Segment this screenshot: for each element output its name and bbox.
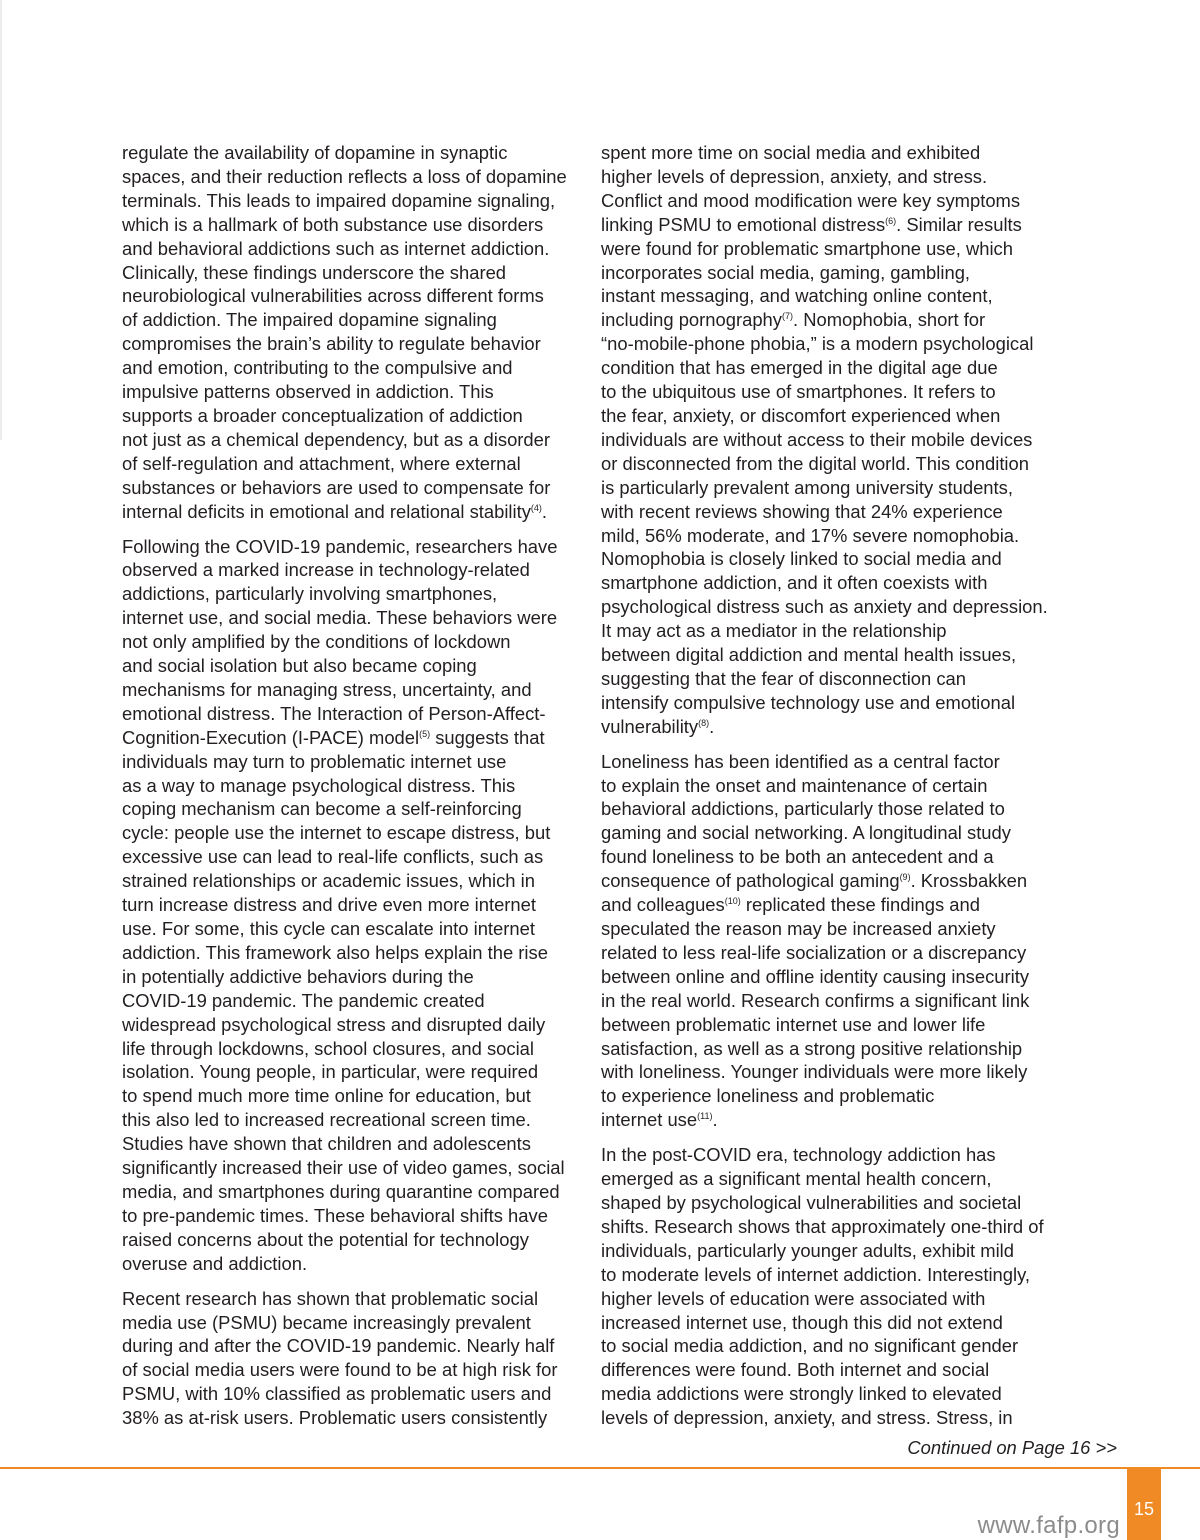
text-line: compromises the brain’s ability to regulate behavior: [122, 333, 541, 355]
reference-6: (6): [885, 215, 897, 226]
reference-11: (11): [697, 1111, 713, 1122]
left-paragraph-2: [122, 535, 578, 1276]
right-p1-lines-c: [601, 332, 1056, 715]
right-p2-lines-b: [601, 917, 1056, 1108]
text-segment: .: [712, 1109, 718, 1131]
text-segment: replicated these findings and: [740, 894, 980, 916]
text-line: suggesting that the fear of disconnection can: [601, 667, 966, 689]
text-line: increased internet use, though this did not extend: [601, 1311, 1003, 1333]
text-line: found loneliness to be both an antecedent and a: [601, 846, 994, 868]
text-line: psychological distress such as anxiety and depression.: [601, 596, 1048, 618]
text-line: which is a hallmark of both substance use disorders: [122, 213, 544, 235]
text-line: is particularly prevalent among university students,: [601, 476, 1013, 498]
text-segment: . Similar results: [896, 213, 1022, 235]
text-line: with loneliness. Younger individuals were more likely: [601, 1061, 1028, 1083]
text-line: higher levels of depression, anxiety, and stress.: [601, 165, 988, 187]
text-line: emotional distress. The Interaction of Person-Affect-: [122, 702, 546, 724]
text-line: internet use, and social media. These behaviors were: [122, 607, 558, 629]
text-line: excessive use can lead to real-life conflicts, such as: [122, 846, 544, 868]
text-line: with recent reviews showing that 24% experience: [601, 500, 1003, 522]
text-line: related to less real-life socialization or a discrepancy: [601, 941, 1027, 963]
reference-7: (7): [781, 311, 793, 322]
text-line: Loneliness has been identified as a central factor: [601, 750, 1000, 772]
left-p3-lines: [122, 1287, 578, 1430]
text-line: media addictions were strongly linked to elevated: [601, 1383, 1002, 1405]
text-line: media, and smartphones during quarantine compared: [122, 1180, 560, 1202]
text-segment: internal deficits in emotional and relational stability: [122, 500, 531, 522]
left-p1-lines: [122, 141, 578, 500]
text-line: gaming and social networking. A longitudinal study: [601, 822, 1011, 844]
text-line: Recent research has shown that problematic social: [122, 1287, 539, 1309]
text-line: isolation. Young people, in particular, were required: [122, 1061, 539, 1083]
text-line: spent more time on social media and exhibited: [601, 142, 981, 163]
right-paragraph-2: [601, 750, 1056, 1133]
text-line: higher levels of education were associated with: [601, 1287, 986, 1309]
right-column: [601, 141, 1056, 1441]
text-line: raised concerns about the potential for technology: [122, 1228, 529, 1250]
text-line: shifts. Research shows that approximately one-third of: [601, 1215, 1044, 1237]
website-link[interactable]: www.fafp.org: [977, 1512, 1120, 1539]
text-line: “no-mobile-phone phobia,” is a modern psychological: [601, 333, 1034, 355]
text-line: supports a broader conceptualization of addiction: [122, 404, 523, 426]
text-segment: .: [709, 715, 715, 737]
text-line: or disconnected from the digital world. This condition: [601, 452, 1029, 474]
text-line: as a way to manage psychological distress. This: [122, 774, 516, 796]
text-line: substances or behaviors are used to compensate for: [122, 476, 551, 498]
left-paragraph-3: [122, 1287, 578, 1430]
text-line: and social isolation but also became coping: [122, 655, 477, 677]
left-paragraph-1: [122, 141, 578, 524]
text-segment: consequence of pathological gaming: [601, 870, 900, 892]
text-line: addictions, particularly involving smartphones,: [122, 583, 498, 605]
text-line: terminals. This leads to impaired dopamine signaling,: [122, 189, 556, 211]
text-line: COVID-19 pandemic. The pandemic created: [122, 989, 485, 1011]
right-p3-lines: [601, 1143, 1056, 1430]
text-line: the fear, anxiety, or discomfort experienced when: [601, 404, 1001, 426]
left-p2-lines-a: [122, 535, 578, 726]
page-edge-line: [0, 0, 2, 440]
text-segment: vulnerability: [601, 715, 699, 737]
reference-10: (10): [724, 896, 741, 907]
text-line: strained relationships or academic issues, which in: [122, 870, 535, 892]
text-segment: Cognition-Execution (I-PACE) model: [122, 726, 420, 748]
text-segment: . Nomophobia, short for: [792, 309, 986, 331]
text-line: 38% as at-risk users. Problematic users consistently: [122, 1407, 548, 1429]
text-line: In the post-COVID era, technology addiction has: [601, 1144, 996, 1166]
text-line: speculated the reason may be increased anxiety: [601, 918, 996, 939]
text-line: to social media addiction, and no significant gender: [601, 1335, 1019, 1357]
left-p2-ref-line: [122, 726, 578, 750]
left-p2-lines-b: [122, 750, 578, 1276]
text-line: to experience loneliness and problematic: [601, 1085, 935, 1107]
text-line: were found for problematic smartphone use, which: [601, 237, 1013, 259]
text-line: behavioral addictions, particularly those related to: [601, 798, 1005, 820]
text-line: impulsive patterns observed in addiction. This: [122, 381, 494, 403]
right-p1-ref6-line: [601, 213, 1056, 237]
text-line: Following the COVID-19 pandemic, researchers have: [122, 535, 558, 557]
right-p1-ref8-line: [601, 715, 1056, 739]
text-line: individuals, particularly younger adults, exhibit mild: [601, 1239, 1014, 1261]
left-column: [122, 141, 578, 1441]
left-p1-last-line: [122, 500, 578, 524]
right-paragraph-1: [601, 141, 1056, 739]
text-line: smartphone addiction, and it often coexists with: [601, 572, 988, 594]
text-line: in the real world. Research confirms a significant link: [601, 989, 1030, 1011]
right-p2-ref9-line: [601, 869, 1056, 893]
text-line: It may act as a mediator in the relationship: [601, 620, 947, 642]
right-p2-ref10-line: [601, 893, 1056, 917]
text-line: satisfaction, as well as a strong positive relationship: [601, 1037, 1023, 1059]
text-line: regulate the availability of dopamine in synaptic: [122, 142, 508, 163]
text-line: widespread psychological stress and disrupted daily: [122, 1013, 546, 1035]
text-line: use. For some, this cycle can escalate into internet: [122, 918, 535, 939]
text-line: spaces, and their reduction reflects a loss of dopamine: [122, 165, 567, 187]
text-segment: suggests that: [430, 726, 545, 748]
text-line: individuals may turn to problematic internet use: [122, 750, 507, 772]
text-line: of addiction. The impaired dopamine signaling: [122, 309, 497, 331]
text-segment: linking PSMU to emotional distress: [601, 213, 886, 235]
text-line: differences were found. Both internet and social: [601, 1359, 990, 1381]
text-line: Conflict and mood modification were key symptoms: [601, 189, 1021, 211]
right-p1-lines-a: [601, 141, 1056, 213]
text-segment: including pornography: [601, 309, 782, 331]
reference-5: (5): [419, 728, 431, 739]
text-line: this also led to increased recreational screen time.: [122, 1109, 531, 1131]
text-line: in potentially addictive behaviors during the: [122, 965, 474, 987]
text-line: emerged as a significant mental health concern,: [601, 1168, 992, 1190]
right-p1-lines-b: [601, 237, 1056, 309]
text-line: to the ubiquitous use of smartphones. It refers to: [601, 381, 996, 403]
text-line: Studies have shown that children and adolescents: [122, 1133, 531, 1155]
text-line: of social media users were found to be at high risk for: [122, 1359, 558, 1381]
text-line: instant messaging, and watching online content,: [601, 285, 993, 307]
page-number: 15: [1127, 1469, 1161, 1540]
text-line: Nomophobia is closely linked to social media and: [601, 548, 1002, 570]
text-line: mild, 56% moderate, and 17% severe nomophobia.: [601, 524, 1020, 546]
text-line: turn increase distress and drive even more internet: [122, 894, 536, 916]
text-line: Clinically, these findings underscore the shared: [122, 261, 507, 283]
text-line: intensify compulsive technology use and emotional: [601, 691, 1016, 713]
text-line: to moderate levels of internet addiction. Interestingly,: [601, 1263, 1031, 1285]
text-line: of self-regulation and attachment, where external: [122, 452, 521, 474]
text-line: coping mechanism can become a self-reinforcing: [122, 798, 522, 820]
text-line: significantly increased their use of video games, social: [122, 1157, 565, 1179]
text-segment: . Krossbakken: [910, 870, 1028, 892]
text-line: not just as a chemical dependency, but as a disorder: [122, 428, 551, 450]
right-p2-ref11-line: [601, 1108, 1056, 1132]
text-line: mechanisms for managing stress, uncertainty, and: [122, 678, 532, 700]
text-line: to explain the onset and maintenance of certain: [601, 774, 988, 796]
text-line: media use (PSMU) became increasingly prevalent: [122, 1311, 531, 1333]
text-line: levels of depression, anxiety, and stress. Stress, in: [601, 1407, 1013, 1429]
text-line: and behavioral addictions such as internet addiction.: [122, 237, 550, 259]
reference-4: (4): [530, 502, 542, 513]
text-line: to pre-pandemic times. These behavioral shifts have: [122, 1204, 548, 1226]
text-line: shaped by psychological vulnerabilities and societal: [601, 1191, 1022, 1213]
text-line: cycle: people use the internet to escape distress, but: [122, 822, 551, 844]
text-line: and emotion, contributing to the compulsive and: [122, 357, 513, 379]
text-line: observed a marked increase in technology-related: [122, 559, 530, 581]
reference-9: (9): [899, 872, 911, 883]
reference-8: (8): [698, 717, 710, 728]
text-line: between problematic internet use and lower life: [601, 1013, 986, 1035]
text-segment: .: [541, 500, 548, 522]
text-line: between online and offline identity causing insecurity: [601, 965, 1030, 987]
text-line: not only amplified by the conditions of lockdown: [122, 631, 511, 653]
text-line: PSMU, with 10% classified as problematic users and: [122, 1383, 552, 1405]
text-line: addiction. This framework also helps explain the rise: [122, 941, 548, 963]
text-line: condition that has emerged in the digital age due: [601, 357, 998, 379]
right-paragraph-3: [601, 1143, 1056, 1430]
text-line: individuals are without access to their mobile devices: [601, 428, 1033, 450]
text-segment: internet use: [601, 1109, 698, 1131]
text-line: neurobiological vulnerabilities across different forms: [122, 285, 544, 307]
right-p2-lines-a: [601, 750, 1056, 870]
right-p1-ref7-line: [601, 308, 1056, 332]
text-segment: and colleagues: [601, 894, 725, 916]
continued-link[interactable]: Continued on Page 16 >>: [907, 1437, 1117, 1458]
text-line: to spend much more time online for education, but: [122, 1085, 531, 1107]
text-line: incorporates social media, gaming, gambling,: [601, 261, 971, 283]
text-line: overuse and addiction.: [122, 1252, 308, 1274]
text-line: between digital addiction and mental health issues,: [601, 644, 1017, 666]
text-line: life through lockdowns, school closures, and social: [122, 1037, 534, 1059]
text-line: during and after the COVID-19 pandemic. Nearly half: [122, 1335, 555, 1357]
footer-rule: [0, 1467, 1200, 1469]
